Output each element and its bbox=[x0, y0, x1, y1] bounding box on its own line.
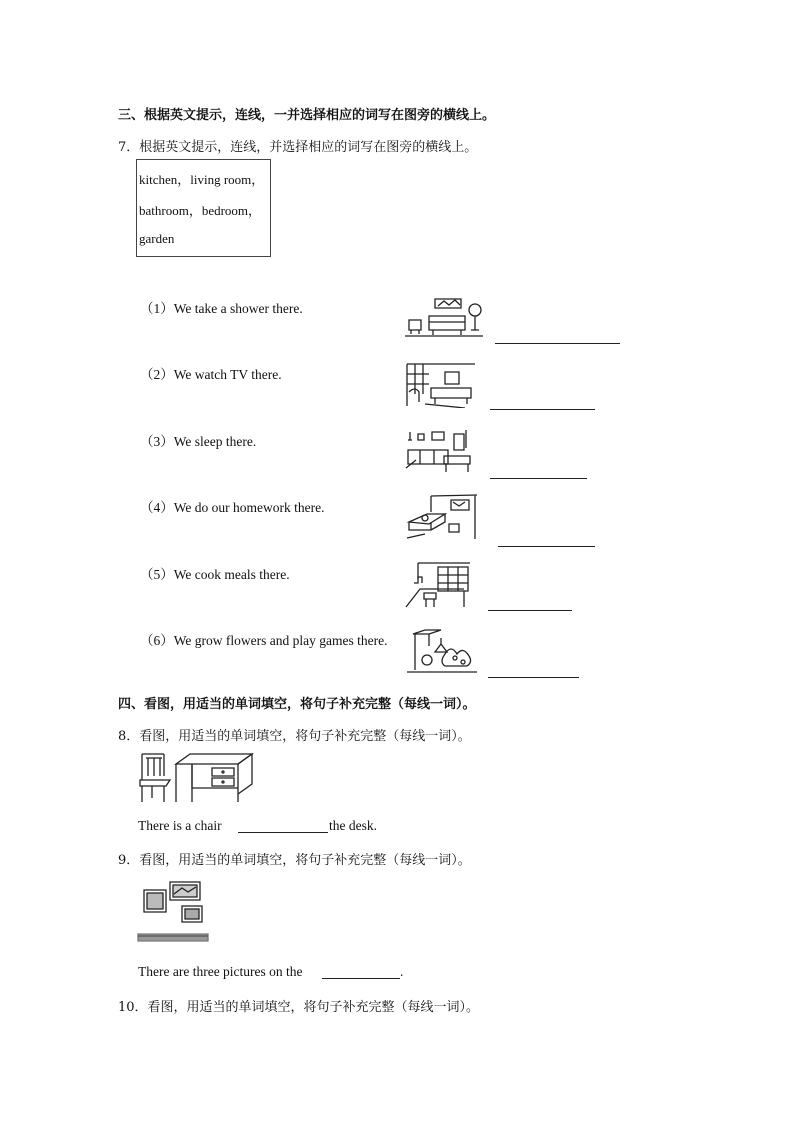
q8-sentence-end: the desk. bbox=[329, 818, 377, 833]
question-9-prompt: 9．看图，用适当的单词填空，将句子补充完整（每线一词）。 bbox=[118, 853, 471, 868]
q8-answer-line[interactable] bbox=[238, 832, 328, 833]
word-box-line-2: bathroom，bedroom， bbox=[139, 203, 262, 218]
living-room-sketch-icon bbox=[405, 296, 485, 338]
q8-sentence-start: There is a chair bbox=[138, 818, 222, 833]
q7-item-6-label: （6）We grow flowers and play games there. bbox=[140, 633, 388, 648]
q7-item-2-label: （2）We watch TV there. bbox=[140, 367, 282, 382]
q9-sentence-end: . bbox=[400, 964, 404, 979]
q7-answer-line-3[interactable] bbox=[490, 478, 587, 479]
word-box-line-1: kitchen，living room， bbox=[139, 172, 265, 187]
question-7-prompt: 7．根据英文提示，连线，并选择相应的词写在图旁的横线上。 bbox=[118, 140, 478, 155]
bedroom-sketch-icon bbox=[405, 494, 479, 542]
kitchen-sketch-icon bbox=[404, 428, 476, 474]
q7-item-5-label: （5）We cook meals there. bbox=[140, 567, 290, 582]
q9-sentence-start: There are three pictures on the bbox=[138, 964, 303, 979]
q7-item-1-label: （1）We take a shower there. bbox=[140, 301, 303, 316]
q7-item-4-label: （4）We do our homework there. bbox=[140, 500, 325, 515]
bathroom-sketch-icon bbox=[405, 362, 477, 408]
section-4-heading: 四、看图，用适当的单词填空，将句子补充完整（每线一词）。 bbox=[118, 697, 476, 712]
q7-answer-line-2[interactable] bbox=[490, 409, 595, 410]
q7-answer-line-1[interactable] bbox=[495, 343, 620, 344]
study-sketch-icon bbox=[404, 561, 472, 609]
chair-and-desk-icon bbox=[136, 750, 256, 805]
section-3-heading: 三、根据英文提示，连线，一并选择相应的词写在图旁的横线上。 bbox=[118, 108, 496, 123]
question-10-prompt: 10．看图，用适当的单词填空，将句子补充完整（每线一词）。 bbox=[118, 1000, 480, 1015]
word-box-line-3: garden bbox=[139, 231, 175, 246]
q7-answer-line-4[interactable] bbox=[498, 546, 595, 547]
garden-sketch-icon bbox=[405, 628, 479, 674]
word-box bbox=[136, 159, 271, 257]
q7-answer-line-6[interactable] bbox=[488, 677, 579, 678]
q9-answer-line[interactable] bbox=[322, 978, 400, 979]
three-pictures-on-wall-icon bbox=[136, 878, 210, 944]
q7-answer-line-5[interactable] bbox=[488, 610, 572, 611]
q7-item-3-label: （3）We sleep there. bbox=[140, 434, 257, 449]
question-8-prompt: 8．看图，用适当的单词填空，将句子补充完整（每线一词）。 bbox=[118, 729, 471, 744]
